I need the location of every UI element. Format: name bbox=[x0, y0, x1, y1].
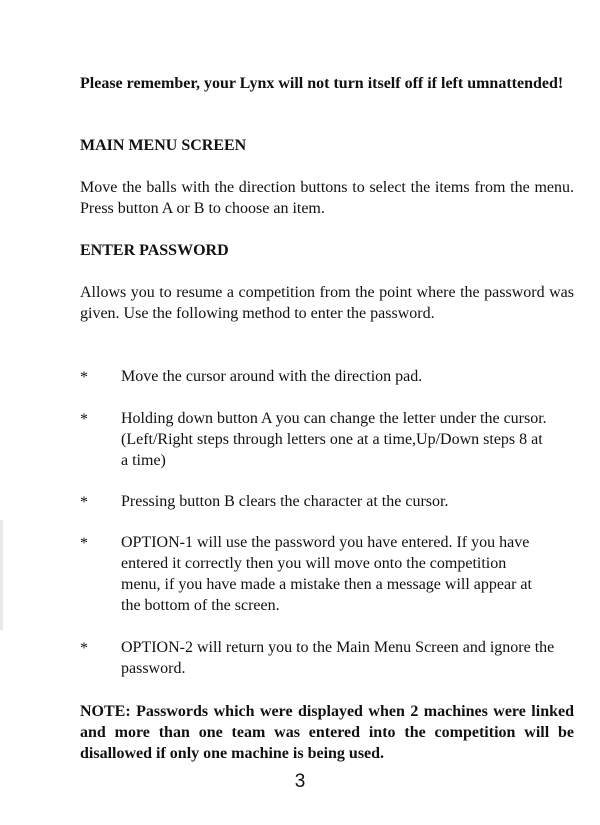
list-item: Move the cursor around with the direction pad. bbox=[121, 368, 423, 385]
list-item: OPTION-2 will return you to the Main Menu Screen and ignore the password. bbox=[121, 639, 555, 677]
enter-password-heading: ENTER PASSWORD bbox=[80, 242, 229, 259]
bullet-marker: * bbox=[80, 640, 88, 657]
list-item: Pressing button B clears the character at the cursor. bbox=[121, 493, 449, 510]
list-item: OPTION-1 will use the password you have entered. If you have entered it correctly then you will move onto the competition menu, if you have made a mistake then a message will appear at the bottom of the screen. bbox=[121, 534, 532, 614]
list-item: Holding down button A you can change the letter under the cursor. (Left/Right steps through letters one at a time,Up/Down steps 8 at a time) bbox=[121, 410, 547, 469]
note-text: NOTE: Passwords which were displayed when 2 machines were linked and more than one team was entered into the competition will be disallowed if only one machine is being used. bbox=[80, 703, 574, 762]
page-number: 3 bbox=[294, 771, 306, 792]
main-menu-body: Move the balls with the direction buttons to select the items from the menu. Press button A or B to choose an item. bbox=[80, 179, 574, 217]
reminder-text: Please remember, your Lynx will not turn itself off if left umnattended! bbox=[80, 75, 564, 92]
bullet-marker: * bbox=[80, 535, 88, 552]
bullet-marker: * bbox=[80, 411, 88, 428]
bullet-marker: * bbox=[80, 494, 88, 511]
enter-password-body: Allows you to resume a competition from the point where the password was given. Use the following method to enter the password. bbox=[80, 284, 574, 322]
scan-edge-shadow bbox=[0, 520, 3, 630]
bullet-marker: * bbox=[80, 369, 88, 386]
main-menu-heading: MAIN MENU SCREEN bbox=[80, 137, 247, 154]
